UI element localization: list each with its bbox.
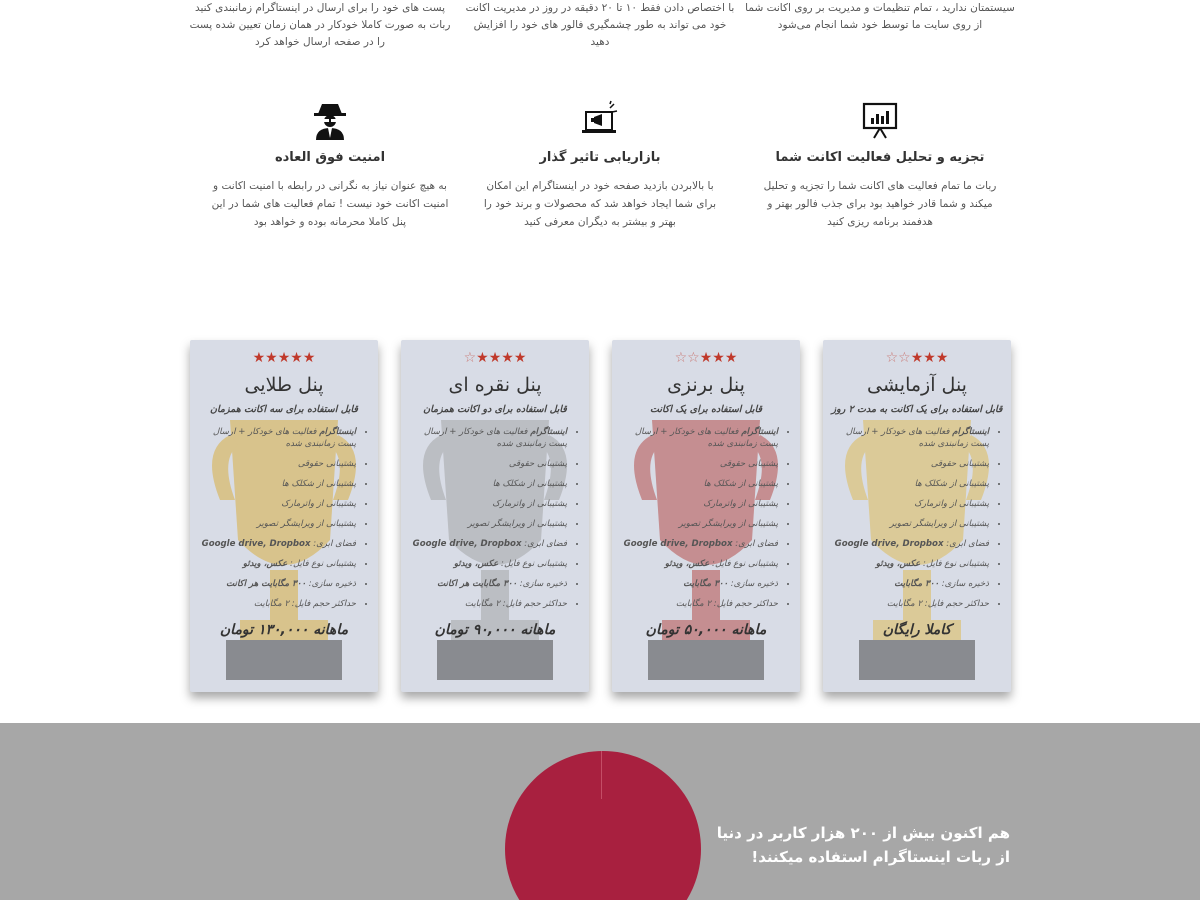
feature-bold-text: Google drive, Dropbox [201,539,311,549]
feature-bold-text: اینستاگرام [530,427,567,437]
plan-subtitle: قابل استفاده برای دو اکانت همزمان [423,404,567,415]
plan-name: پنل نقره ای [448,374,542,396]
plan-features-list [409,426,581,610]
feature-title: تجزیه و تحلیل فعالیت اکانت شما [775,150,985,165]
plan-feature-item [198,426,356,450]
plan-feature-item [409,478,567,490]
feature-text: فعالیت های خودکار + ارسال پست زمانبندی شده [212,427,356,449]
rating-stars [831,350,1003,366]
feature-text: پشتیبانی از ویرایشگر تصویر [889,519,989,529]
plan-feature-item [198,558,356,570]
feature-text: حداکثر حجم فایل: ۲ مگابایت [253,599,356,609]
top-text-scheduling: پست های خود را برای ارسال در اینستاگرام زمانبندی کنید ربات به صورت کاملا خودکار در همان زمان تعیین شده پست را در صفحه ارسال خواهد کرد [189,2,451,48]
plan-feature-item [831,478,989,490]
plan-feature-item [409,558,567,570]
plan-feature-item [409,578,567,590]
plan-feature-item [409,498,567,510]
users-count-line1: هم اکنون بیش از ۲۰۰ هزار کاربر در دنیا [716,824,1010,842]
feature-text: ذخیره سازی: [727,579,778,589]
top-text-growth: با اختصاص دادن فقط ۱۰ تا ۲۰ دقیقه در روز در مدیریت اکانت خود می تواند به طور چشمگیری فالور های خود را افزایش دهید [465,2,735,48]
feature-desc: به هیچ عنوان نیاز به نگرانی در رابطه با امنیت اکانت و امنیت اکانت خود نیست ! تمام فعالیت های شما در این پنل کاملا محرمانه بوده و خواهد بود [211,180,449,228]
plan-feature-item [198,478,356,490]
plan-features-list [831,426,1003,610]
feature-text: حداکثر حجم فایل: ۲ مگابایت [675,599,778,609]
progress-circle-marker [601,751,602,799]
plan-price: ماهانه ۱۳۰,۰۰۰ تومان [219,622,349,638]
plan-subtitle: قابل استفاده برای یک اکانت به مدت ۲ روز [831,404,1003,415]
plan-feature-item [409,458,567,470]
feature-text: پشتیبانی نوع فایل: [498,559,567,569]
plan-name: پنل برنزی [667,374,745,396]
star-empty-icon: ☆ [463,350,477,366]
plan-feature-item [831,598,989,610]
rating-stars [198,350,370,366]
plan-feature-item [409,426,567,450]
feature-desc: با بالابردن بازدید صفحه خود در اینستاگرام این امکان برای شما ایجاد خواهد شد که محصولات و برند خود را بهتر و بیشتر به دیگران معرفی کنید [483,180,717,228]
plan-feature-item [831,518,989,530]
feature-text: پشتیبانی از ویرایشگر تصویر [467,519,567,529]
star-empty-icon: ☆ [885,350,899,366]
feature-bold-text: ۳۰۰ مگابایت هر اکانت [437,579,517,589]
plan-subtitle: قابل استفاده برای سه اکانت همزمان [210,404,358,415]
feature-title: بازاریابی تاثیر گذار [539,150,661,165]
feature-text: پشتیبانی نوع فایل: [920,559,989,569]
feature-bold-text: Google drive, Dropbox [623,539,733,549]
star-filled-icon: ★ [488,350,502,366]
star-filled-icon: ★ [302,350,316,366]
star-filled-icon: ★ [513,350,527,366]
feature-text: حداکثر حجم فایل: ۲ مگابایت [464,599,567,609]
plan-subtitle: قابل استفاده برای یک اکانت [649,404,762,415]
plan-feature-item [620,478,778,490]
feature-text: فضای ابری: [943,539,989,549]
feature-text: پشتیبانی حقوقی [930,459,989,469]
spy-icon [310,100,350,140]
star-filled-icon: ★ [476,350,489,366]
feature-text: فعالیت های خودکار + ارسال پست زمانبندی شده [845,427,989,449]
plan-feature-item [620,578,778,590]
feature-bold-text: Google drive, Dropbox [412,539,522,549]
presentation-chart-icon [860,100,900,140]
feature-bold-text: عکس، ویدئو [242,559,288,569]
plan-feature-item [620,498,778,510]
feature-bold-text: ۳۰۰ مگابایت [894,579,939,589]
plan-features-list [620,426,792,610]
feature-bold-text: عکس، ویدئو [453,559,499,569]
feature-desc: ربات ما تمام فعالیت های اکانت شما را تجزیه و تحلیل میکند و شما قادر خواهید بود برای جذب فالور بهتر و هدفمند برنامه ریزی کنید [763,180,997,228]
star-filled-icon: ★ [923,350,936,366]
star-filled-icon: ★ [699,350,713,366]
feature-text: پشتیبانی از شکلک ها [914,479,989,489]
feature-text: فعالیت های خودکار + ارسال پست زمانبندی شده [423,427,567,449]
feature-bold-text: عکس، ویدئو [875,559,921,569]
star-empty-icon: ☆ [687,350,700,366]
feature-text: ذخیره سازی: [938,579,989,589]
plan-feature-item [620,458,778,470]
plan-feature-item [198,538,356,550]
star-filled-icon: ★ [501,350,514,366]
plan-feature-item [831,538,989,550]
pricing-card-1[interactable] [190,340,378,692]
progress-circle [505,751,701,900]
feature-marketing [450,100,750,231]
star-filled-icon: ★ [935,350,949,366]
pricing-card-2[interactable] [401,340,589,692]
megaphone-laptop-icon [580,100,620,140]
plan-name: پنل طلایی [244,374,324,396]
plan-feature-item [409,598,567,610]
stats-band [0,723,1200,900]
star-filled-icon: ★ [290,350,303,366]
plan-name: پنل آزمایشی [867,374,967,396]
plan-feature-item [831,458,989,470]
users-count-line2: از ربات اینستاگرام استفاده میکنند! [751,848,1010,866]
users-count-text [710,821,1010,869]
feature-bold-text: اینستاگرام [741,427,778,437]
feature-text: فضای ابری: [521,539,567,549]
plan-feature-item [831,578,989,590]
plan-feature-item [198,498,356,510]
top-feature-texts [0,0,1200,60]
feature-text: فضای ابری: [732,539,778,549]
feature-title: امنیت فوق العاده [274,150,386,165]
plan-feature-item [198,518,356,530]
feature-text: پشتیبانی از ویرایشگر تصویر [256,519,356,529]
feature-text: فعالیت های خودکار + ارسال پست زمانبندی شده [634,427,778,449]
feature-bold-text: عکس، ویدئو [664,559,710,569]
plan-feature-item [198,598,356,610]
plan-feature-item [620,558,778,570]
feature-text: پشتیبانی نوع فایل: [709,559,778,569]
feature-text: فضای ابری: [310,539,356,549]
feature-text: ذخیره سازی: [305,579,356,589]
feature-text: حداکثر حجم فایل: ۲ مگابایت [886,599,989,609]
plan-feature-item [620,598,778,610]
plan-feature-item [831,558,989,570]
feature-bold-text: اینستاگرام [319,427,356,437]
star-filled-icon: ★ [724,350,738,366]
star-filled-icon: ★ [712,350,725,366]
feature-text: پشتیبانی حقوقی [297,459,356,469]
feature-bold-text: اینستاگرام [952,427,989,437]
plan-feature-item [831,426,989,450]
pricing-card-3[interactable] [612,340,800,692]
pricing-card-4[interactable] [823,340,1011,692]
feature-text: پشتیبانی نوع فایل: [287,559,356,569]
plan-price: ماهانه ۹۰,۰۰۰ تومان [434,622,556,638]
plan-price: کاملا رایگان [882,622,952,638]
plan-feature-item [620,518,778,530]
feature-text: پشتیبانی از واترمارک [914,499,989,509]
feature-text: ذخیره سازی: [516,579,567,589]
feature-security [180,100,480,231]
feature-bold-text: Google drive, Dropbox [834,539,944,549]
star-filled-icon: ★ [910,350,924,366]
plan-price: ماهانه ۵۰,۰۰۰ تومان [645,622,767,638]
plan-feature-item [831,498,989,510]
rating-stars [409,350,581,366]
plan-feature-item [198,458,356,470]
feature-text: پشتیبانی از واترمارک [281,499,356,509]
plan-feature-item [620,426,778,450]
feature-text: پشتیبانی حقوقی [508,459,567,469]
star-empty-icon: ☆ [898,350,911,366]
feature-text: پشتیبانی از واترمارک [492,499,567,509]
plan-feature-item [409,518,567,530]
plan-feature-item [198,578,356,590]
feature-bold-text: ۳۰۰ مگابایت هر اکانت [226,579,306,589]
feature-text: پشتیبانی از واترمارک [703,499,778,509]
star-filled-icon: ★ [252,350,266,366]
feature-bold-text: ۳۰۰ مگابایت [683,579,728,589]
star-filled-icon: ★ [265,350,278,366]
star-empty-icon: ☆ [674,350,688,366]
feature-text: پشتیبانی از شکلک ها [281,479,356,489]
rating-stars [620,350,792,366]
top-text-management: سیستمتان ندارید ، تمام تنظیمات و مدیریت بر روی اکانت شما از روی سایت ما توسط خود شما انجام می‌شود [745,2,1015,31]
feature-text: پشتیبانی حقوقی [719,459,778,469]
feature-text: پشتیبانی از شکلک ها [703,479,778,489]
feature-text: پشتیبانی از شکلک ها [492,479,567,489]
plan-features-list [198,426,370,610]
feature-analytics [730,100,1030,231]
plan-feature-item [620,538,778,550]
star-filled-icon: ★ [277,350,291,366]
feature-text: پشتیبانی از ویرایشگر تصویر [678,519,778,529]
plan-feature-item [409,538,567,550]
